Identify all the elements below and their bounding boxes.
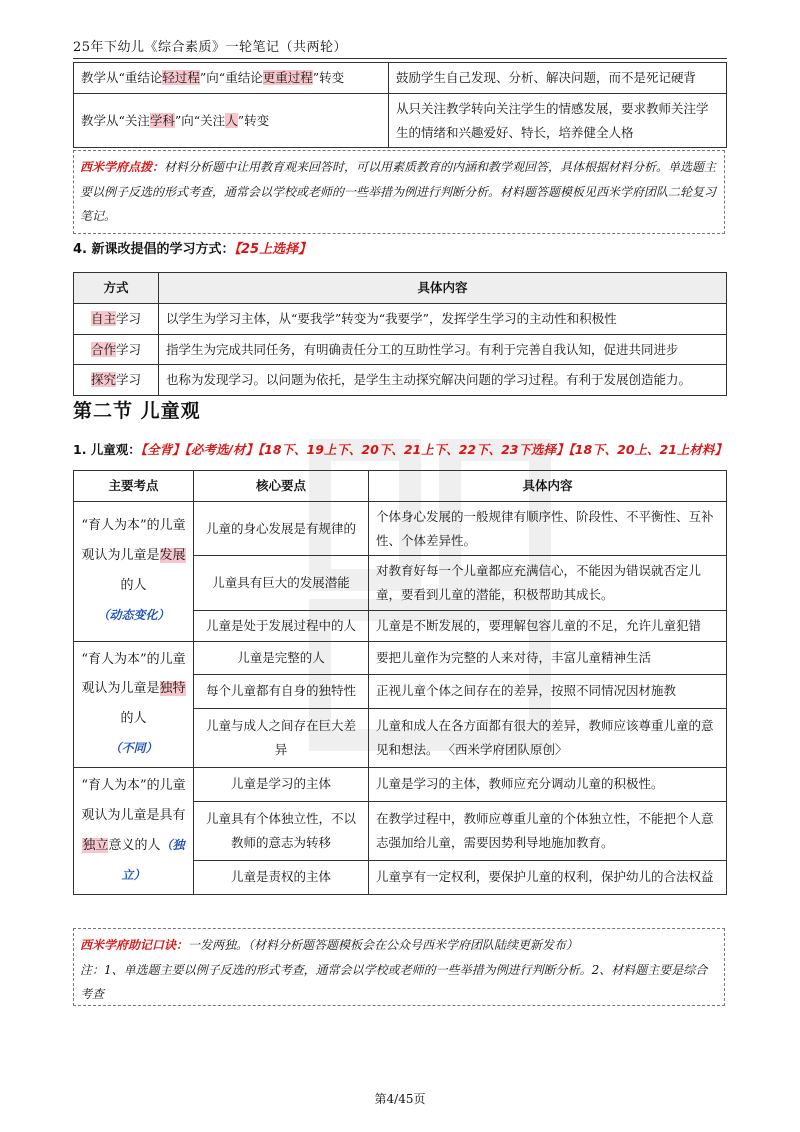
core-cell: 每个儿童都有自身的独特性	[194, 675, 369, 709]
mnemonic-box	[73, 928, 725, 1006]
desc-cell: 从只关注教学转向关注学生的情感发展，要求教师关注学生的情绪和兴趣爱好、特长，培养健全人格	[389, 93, 727, 148]
group-cell: “育人为本”的儿童观认为儿童是发展的人 （动态变化）	[74, 501, 194, 641]
content-cell: 儿童享有一定权利，要保护儿童的权利，保护幼儿的合法权益	[369, 861, 727, 895]
method-cell: 探究学习	[74, 365, 159, 396]
group-cell: “育人为本”的儿童观认为儿童是具有独立意义的人（独立）	[74, 768, 194, 895]
page-number: 第4/45页	[374, 1092, 426, 1106]
tip-label: 西米学府助记口诀：	[80, 938, 189, 952]
change-cell: 教学从“重结论轻过程”向“重结论更重过程”转变	[74, 63, 389, 94]
col-header: 主要考点	[74, 471, 194, 502]
method-cell: 自主学习	[74, 303, 159, 334]
content-cell: 正视儿童个体之间存在的差异，按照不同情况因材施教	[369, 675, 727, 709]
group-cell: “育人为本”的儿童观认为儿童是独特的人 （不同）	[74, 641, 194, 768]
content-cell: 在教学过程中，教师应尊重儿童的个体独立性，不能把个人意志强加给儿童，需要因势利导地施加教育。	[369, 801, 727, 860]
content-cell: 也称为发现学习。以问题为依托，是学生主动探究解决问题的学习过程。有利于发展创造能力。	[159, 365, 727, 396]
content-cell: 个体身心发展的一般规律有顺序性、阶段性、不平衡性、互补性、个体差异性。	[369, 501, 727, 556]
table-row	[74, 63, 727, 94]
section-title: 第二节 儿童观	[73, 400, 201, 422]
core-cell: 儿童的身心发展是有规律的	[194, 501, 369, 556]
core-cell: 儿童是责权的主体	[194, 861, 369, 895]
content-cell: 以学生为学习主体，从“要我学”转变为“我要学”，发挥学生学习的主动性和积极性	[159, 303, 727, 334]
exam-tag: 【25上选择】	[234, 242, 312, 257]
table-row	[74, 303, 727, 334]
table-row	[74, 365, 727, 396]
col-header: 方式	[74, 273, 159, 304]
content-cell: 儿童和成人在各方面都有很大的差异，教师应该尊重儿童的意见和想法。 〈西米学府团队原创〉	[369, 708, 727, 767]
table-row	[74, 501, 727, 556]
content-cell: 儿童是学习的主体，教师应充分调动儿童的积极性。	[369, 768, 727, 802]
table-row	[74, 768, 727, 802]
table-header-row	[74, 273, 727, 304]
table-header-row	[74, 471, 727, 502]
mnemonic-text: 一发两独。（材料分析题答题模板会在公众号西米学府团队陆续更新发布）	[188, 938, 579, 952]
content-cell: 对教育好每一个儿童都应充满信心，不能因为错误就否定儿童，要看到儿童的潜能，积极帮助其成长。	[369, 556, 727, 611]
learning-methods-table	[73, 272, 727, 396]
desc-cell: 鼓励学生自己发现、分析、解决问题，而不是死记硬背	[389, 63, 727, 94]
content-cell: 要把儿童作为完整的人来对待，丰富儿童精神生活	[369, 641, 727, 675]
col-header: 具体内容	[369, 471, 727, 502]
core-cell: 儿童是学习的主体	[194, 768, 369, 802]
tip-box	[73, 150, 725, 234]
table-row	[74, 93, 727, 148]
content-cell: 指学生为完成共同任务，有明确责任分工的互助性学习。有利于完善自我认知，促进共同进步	[159, 334, 727, 365]
core-cell: 儿童是处于发展过程中的人	[194, 610, 369, 641]
tip-text: 材料分析题中让用教育观来回答时，可以用素质教育的内涵和教学观回答，具体根据材料分析。单选题主要以例子反选的形式考查，通常会以学校或老师的一些举措为例进行判断分析。材料题答题模板见西米学府团队二轮复习笔记。	[80, 160, 717, 224]
table-row	[74, 334, 727, 365]
table-row	[74, 641, 727, 675]
core-cell: 儿童是完整的人	[194, 641, 369, 675]
page-header: 25年下幼儿《综合素质》一轮笔记（共两轮）	[73, 36, 727, 59]
child-view-table	[73, 470, 727, 895]
method-cell: 合作学习	[74, 334, 159, 365]
exam-tag: 【全背】【必考选/材】【18下、19上下、20下、21上下、22下、23下选择】【18下、20上、21上材料】	[140, 442, 727, 457]
section-heading: 4. 新课改提倡的学习方式：【25上选择】	[73, 242, 312, 257]
col-header: 具体内容	[159, 273, 727, 304]
content-cell: 儿童是不断发展的，要理解包容儿童的不足，允许儿童犯错	[369, 610, 727, 641]
core-cell: 儿童具有巨大的发展潜能	[194, 556, 369, 611]
core-cell: 儿童具有个体独立性，不以教师的意志为转移	[194, 801, 369, 860]
teaching-change-table	[73, 62, 727, 148]
change-cell: 教学从“关注学科”向“关注人”转变	[74, 93, 389, 148]
section-heading: 1. 儿童观：【全背】【必考选/材】【18下、19上下、20下、21上下、22下、23下选择】【18下、20上、21上材料】	[73, 442, 727, 457]
note-text: 注：1、单选题主要以例子反选的形式考查，通常会以学校或老师的一些举措为例进行判断分析。2、材料题主要是综合考查	[80, 962, 708, 1002]
col-header: 核心要点	[194, 471, 369, 502]
core-cell: 儿童与成人之间存在巨大差异	[194, 708, 369, 767]
tip-label: 西米学府点拨：	[80, 160, 165, 174]
